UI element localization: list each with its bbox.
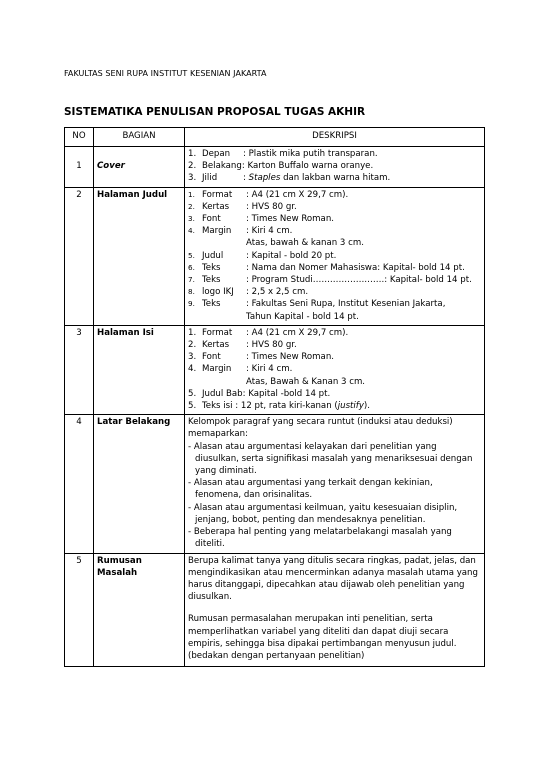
desc-line: Atas, Bawah & Kanan 3 cm. — [246, 376, 366, 387]
desc-line: 2. Kertas : HVS 80 gr. — [188, 201, 297, 212]
desc-line: 1. Depan : Plastik mika putih transparan. — [188, 149, 378, 159]
row-deskripsi — [185, 147, 485, 188]
desc-line: 3. Jilid : Staples dan lakban warna hitam. — [188, 173, 391, 184]
desc-line: 7. Teks : Program Studi…………………….: Kapital- bold 14 pt. — [188, 275, 472, 286]
row-bagian: Halaman Judul — [94, 187, 185, 325]
desc-line: 1. Format : A4 (21 cm X 29,7 cm). — [188, 189, 349, 200]
table-row — [65, 553, 485, 667]
desc-line: 3. Font : Times New Roman. — [188, 214, 335, 225]
document-title: SISTEMATIKA PENULISAN PROPOSAL TUGAS AKHIR — [64, 106, 366, 118]
desc-line: 8. logo IKJ : 2,5 x 2,5 cm. — [188, 287, 309, 298]
row-number: 5 — [65, 553, 94, 667]
table-row — [65, 187, 485, 325]
row-deskripsi — [185, 325, 485, 414]
row-bagian: Halaman Isi — [94, 325, 185, 414]
desc-line: 9. Teks : Fakultas Seni Rupa, Institut Kesenian Jakarta, — [188, 299, 446, 310]
institution-header: FAKULTAS SENI RUPA INSTITUT KESENIAN JAKARTA — [64, 69, 267, 78]
col-header-deskripsi: DESKRIPSI — [185, 128, 485, 147]
row-number: 2 — [65, 187, 94, 325]
row-deskripsi — [185, 553, 485, 667]
row-number: 4 — [65, 415, 94, 553]
desc-line: 5. Judul : Kapital - bold 20 pt. — [188, 250, 337, 261]
row-number: 3 — [65, 325, 94, 414]
desc-paragraph: Berupa kalimat tanya yang ditulis secara ringkas, padat, jelas, dan mengindikasikan atau mencerminkan adanya masalah utama yang harus ditanggapi, dipecahkan atau dijawab oleh penelitian yang diusulkan. — [188, 555, 478, 603]
row-deskripsi — [185, 187, 485, 325]
row-bagian: Latar Belakang — [94, 415, 185, 553]
list-item: - Alasan atau argumentasi kelayakan dari penelitian yang diusulkan, serta signifikasi masalah yang menariksesuai dengan yang diminati. — [188, 441, 473, 477]
list-item: - Alasan atau argumentasi keilmuan, yaitu kesesuaian disiplin, jenjang, bobot, penting dan mendesaknya penelitian. — [188, 502, 458, 525]
desc-line: Atas, bawah & kanan 3 cm. — [246, 238, 364, 249]
desc-line: 4. Margin : Kiri 4 cm. — [188, 226, 293, 237]
row-bagian — [94, 553, 185, 667]
list-item: - Beberapa hal penting yang melatarbelakangi masalah yang diteliti. — [188, 527, 452, 550]
desc-intro: Kelompok paragraf yang secara runtut (induksi atau deduksi) memaparkan: — [188, 417, 453, 440]
row-deskripsi — [185, 415, 485, 553]
col-header-no: NO — [65, 128, 94, 147]
desc-line: 2. Belakang: Karton Buffalo warna oranye. — [188, 161, 374, 172]
table-header-row — [65, 128, 485, 147]
row-bagian: Cover — [94, 147, 185, 188]
desc-line: 4. Margin : Kiri 4 cm. — [188, 364, 293, 375]
desc-line: 2. Kertas : HVS 80 gr. — [188, 340, 297, 351]
list-item: - Alasan atau argumentasi yang terkait dengan kekinian, fenomena, dan orisinalitas. — [188, 478, 433, 501]
desc-line: 5. Judul Bab: Kapital -bold 14 pt. — [188, 388, 331, 399]
proposal-table — [64, 127, 485, 667]
row-bagian-line2: Masalah — [97, 567, 138, 578]
desc-line: 3. Font : Times New Roman. — [188, 352, 335, 363]
desc-line: 5. Teks isi : 12 pt, rata kiri-kanan (justify). — [188, 401, 371, 412]
desc-line: 6. Teks : Nama dan Nomer Mahasiswa: Kapital- bold 14 pt. — [188, 262, 465, 273]
table-row — [65, 415, 485, 553]
desc-paragraph: Rumusan permasalahan merupakan inti penelitian, serta memperlihatkan variabel yang diteliti dan dapat diuji secara empiris, sehingga bisa dipakai pertimbangan menyusun judul. (bedakan dengan pertanyaan penelitian) — [188, 614, 457, 661]
row-bagian-line1: Rumusan — [97, 555, 142, 566]
table-row — [65, 147, 485, 188]
table-row — [65, 325, 485, 414]
desc-line: Tahun Kapital - bold 14 pt. — [246, 311, 359, 322]
desc-line: 1. Format : A4 (21 cm X 29,7 cm). — [188, 327, 349, 338]
row-number: 1 — [65, 147, 94, 188]
col-header-bagian: BAGIAN — [94, 128, 185, 147]
